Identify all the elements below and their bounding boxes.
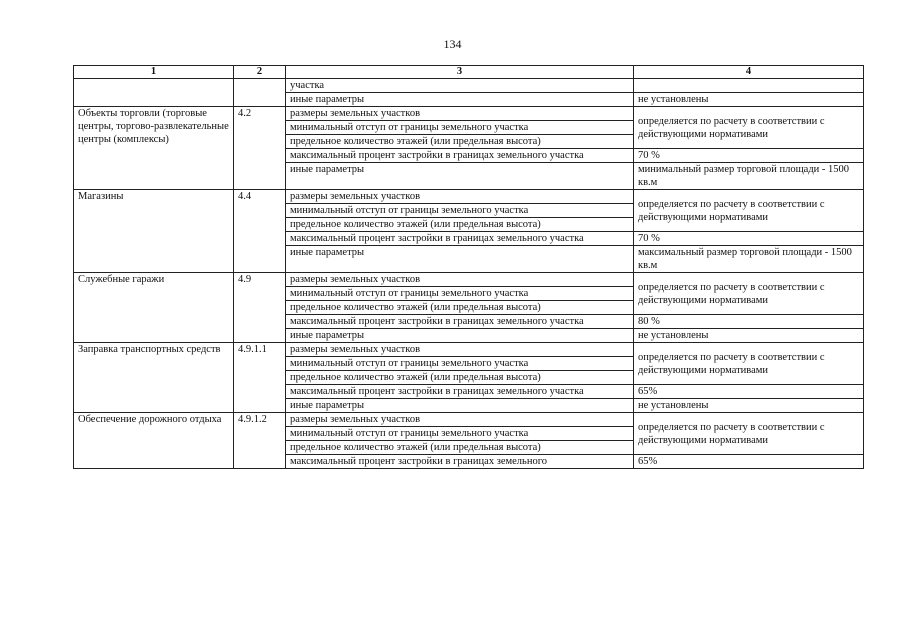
param-cell: размеры земельных участков	[286, 190, 634, 204]
code-cell: 4.2	[234, 107, 286, 190]
object-name-cell: Магазины	[74, 190, 234, 273]
param-cell: максимальный процент застройки в границах земельного участка	[286, 315, 634, 329]
param-cell: размеры земельных участков	[286, 107, 634, 121]
param-cell: предельное количество этажей (или предельная высота)	[286, 301, 634, 315]
header-col-2: 2	[234, 66, 286, 79]
param-cell: максимальный процент застройки в границах земельного	[286, 455, 634, 469]
param-cell: минимальный отступ от границы земельного участка	[286, 357, 634, 371]
param-cell: максимальный процент застройки в границах земельного участка	[286, 232, 634, 246]
other-value-cell: не установлены	[634, 329, 864, 343]
value-cell	[634, 79, 864, 93]
calc-value-cell: определяется по расчету в соответствии с действующими нормативами	[634, 343, 864, 385]
page-number: 134	[443, 37, 462, 51]
param-cell: иные параметры	[286, 246, 634, 273]
header-col-3: 3	[286, 66, 634, 79]
object-name-cell: Объекты торговли (торговые центры, торгово-развлекательные центры (комплексы)	[74, 107, 234, 190]
other-value-cell: не установлены	[634, 399, 864, 413]
param-cell: минимальный отступ от границы земельного участка	[286, 121, 634, 135]
param-cell: максимальный процент застройки в границах земельного участка	[286, 149, 634, 163]
header-row	[74, 66, 864, 79]
code-cell: 4.9	[234, 273, 286, 343]
other-value-cell: минимальный размер торговой площади - 1500 кв.м	[634, 163, 864, 190]
empty-cell	[234, 79, 286, 107]
param-cell: иные параметры	[286, 163, 634, 190]
param-cell: предельное количество этажей (или предельная высота)	[286, 218, 634, 232]
calc-value-cell: определяется по расчету в соответствии с действующими нормативами	[634, 273, 864, 315]
code-cell: 4.9.1.1	[234, 343, 286, 413]
param-cell: предельное количество этажей (или предельная высота)	[286, 135, 634, 149]
percent-value-cell: 70 %	[634, 149, 864, 163]
param-cell: предельное количество этажей (или предельная высота)	[286, 371, 634, 385]
param-cell: минимальный отступ от границы земельного участка	[286, 204, 634, 218]
value-cell: не установлены	[634, 93, 864, 107]
object-name-cell: Заправка транспортных средств	[74, 343, 234, 413]
percent-value-cell: 70 %	[634, 232, 864, 246]
code-cell: 4.4	[234, 190, 286, 273]
regulations-table	[73, 65, 864, 469]
calc-value-cell: определяется по расчету в соответствии с действующими нормативами	[634, 107, 864, 149]
calc-value-cell: определяется по расчету в соответствии с действующими нормативами	[634, 190, 864, 232]
table-row	[74, 413, 864, 427]
param-cell: иные параметры	[286, 329, 634, 343]
table-row	[74, 79, 864, 93]
object-name-cell: Обеспечение дорожного отдыха	[74, 413, 234, 469]
percent-value-cell: 65%	[634, 455, 864, 469]
param-cell: иные параметры	[286, 93, 634, 107]
table-row	[74, 107, 864, 121]
table-row	[74, 190, 864, 204]
param-cell: минимальный отступ от границы земельного участка	[286, 287, 634, 301]
percent-value-cell: 65%	[634, 385, 864, 399]
table-row	[74, 273, 864, 287]
empty-cell	[74, 79, 234, 107]
param-cell: минимальный отступ от границы земельного участка	[286, 427, 634, 441]
param-cell: размеры земельных участков	[286, 413, 634, 427]
param-cell: размеры земельных участков	[286, 273, 634, 287]
code-cell: 4.9.1.2	[234, 413, 286, 469]
param-cell: предельное количество этажей (или предельная высота)	[286, 441, 634, 455]
param-cell: максимальный процент застройки в границах земельного участка	[286, 385, 634, 399]
header-col-4: 4	[634, 66, 864, 79]
calc-value-cell: определяется по расчету в соответствии с действующими нормативами	[634, 413, 864, 455]
percent-value-cell: 80 %	[634, 315, 864, 329]
other-value-cell: максимальный размер торговой площади - 1500 кв.м	[634, 246, 864, 273]
object-name-cell: Служебные гаражи	[74, 273, 234, 343]
param-cell: размеры земельных участков	[286, 343, 634, 357]
param-cell: участка	[286, 79, 634, 93]
param-cell: иные параметры	[286, 399, 634, 413]
header-col-1: 1	[74, 66, 234, 79]
table-row	[74, 343, 864, 357]
